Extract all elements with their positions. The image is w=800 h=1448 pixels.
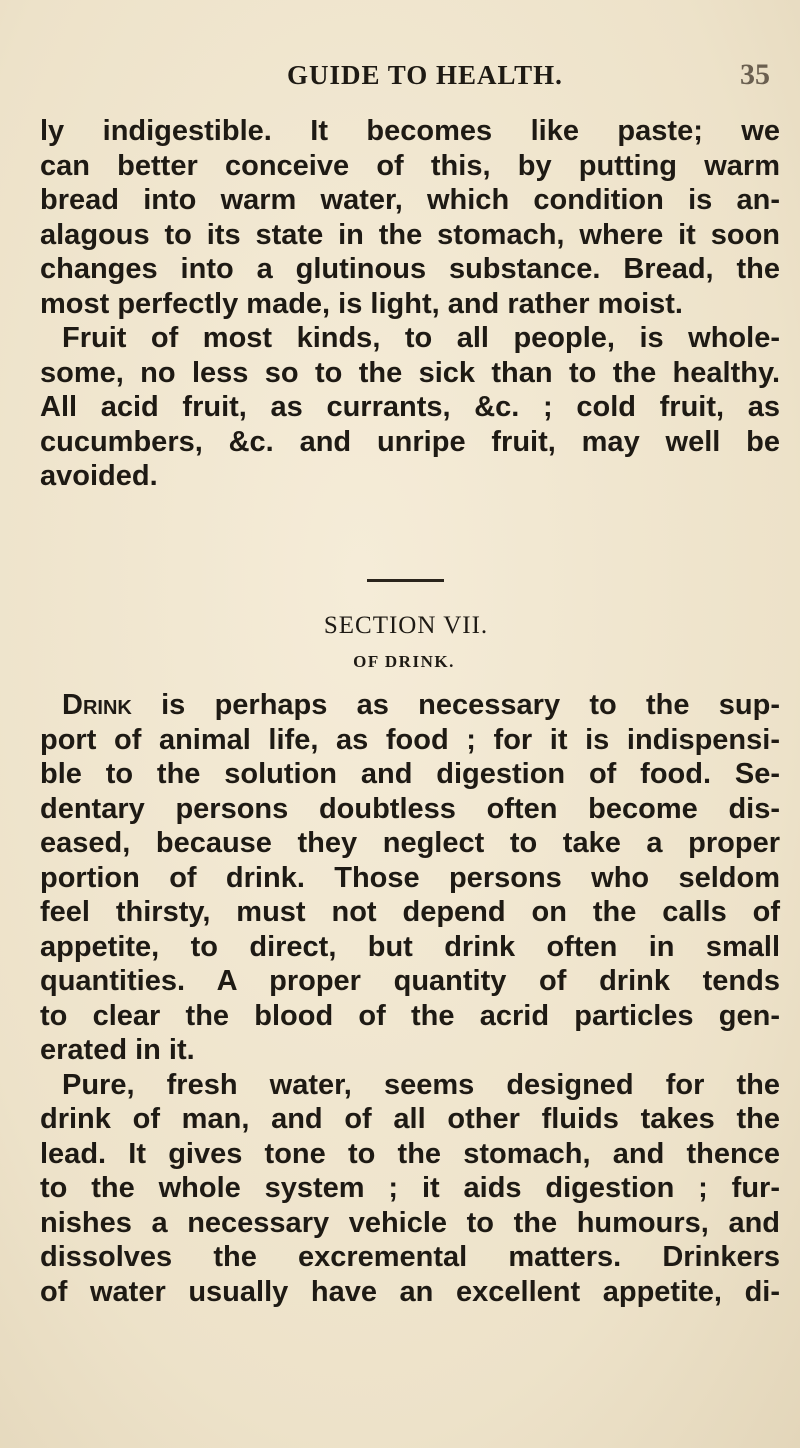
paragraph-line: of water usually have an excellent appetite, di- <box>40 1275 780 1308</box>
paragraph-line: erated in it. <box>40 1034 195 1066</box>
paragraph-first-line <box>40 688 780 723</box>
paragraph-line: to the whole system ; it aids digestion ; fur- <box>40 1172 780 1204</box>
section-divider <box>367 579 444 582</box>
first-line-rest: is perhaps as necessary to the sup- <box>131 689 780 721</box>
paragraph-line: most perfectly made, is light, and rather moist. <box>40 287 683 320</box>
paragraph-line: ble to the solution and digestion of food. Se- <box>40 758 780 790</box>
paragraph-line: alagous to its state in the stomach, where it soon <box>40 218 780 251</box>
paragraph-line: can better conceive of this, by putting warm <box>40 149 780 182</box>
paragraph-line: changes into a glutinous substance. Bread, the <box>40 253 780 285</box>
paragraph-line: cucumbers, &c. and unripe fruit, may well be <box>40 425 780 458</box>
paragraph-line: nishes a necessary vehicle to the humours, and <box>40 1206 780 1239</box>
paragraph-line: All acid fruit, as currants, &c. ; cold fruit, as <box>40 391 780 423</box>
drop-word: Drink <box>62 689 132 721</box>
paragraph-line: port of animal life, as food ; for it is indispensi- <box>40 723 780 756</box>
running-head: GUIDE TO HEALTH. <box>287 60 563 90</box>
section-heading: SECTION VII. <box>323 612 489 639</box>
page-header <box>0 60 800 100</box>
paragraph-line: lead. It gives tone to the stomach, and thence <box>40 1137 780 1170</box>
paragraph-line: Fruit of most kinds, to all people, is whole- <box>62 322 780 354</box>
text-block-bread-fruit <box>40 114 780 494</box>
paragraph-line: eased, because they neglect to take a proper <box>40 827 780 859</box>
paragraph-line: appetite, to direct, but drink often in small <box>40 930 780 963</box>
paragraph-line: some, no less so to the sick than to the healthy. <box>40 356 780 389</box>
paragraph-line: ly indigestible. It becomes like paste; we <box>40 115 780 147</box>
paragraph-line: feel thirsty, must not depend on the calls of <box>40 896 780 928</box>
paragraph-line: bread into warm water, which condition is an- <box>40 184 780 216</box>
paragraph-line: to clear the blood of the acrid particles gen- <box>40 999 780 1032</box>
paragraph-line: dentary persons doubtless often become dis- <box>40 792 780 825</box>
paragraph-line: quantities. A proper quantity of drink tends <box>40 965 780 997</box>
paragraph-line: dissolves the excremental matters. Drinkers <box>40 1241 780 1273</box>
paragraph-line: portion of drink. Those persons who seldom <box>40 861 780 894</box>
paragraph-line: Pure, fresh water, seems designed for the <box>62 1068 780 1101</box>
page-number: 35 <box>740 58 770 91</box>
paragraph-line: avoided. <box>40 460 158 492</box>
text-block-drink <box>40 688 780 1309</box>
paragraph-line: drink of man, and of all other fluids takes the <box>40 1103 780 1135</box>
section-subtitle: OF DRINK. <box>353 652 455 671</box>
